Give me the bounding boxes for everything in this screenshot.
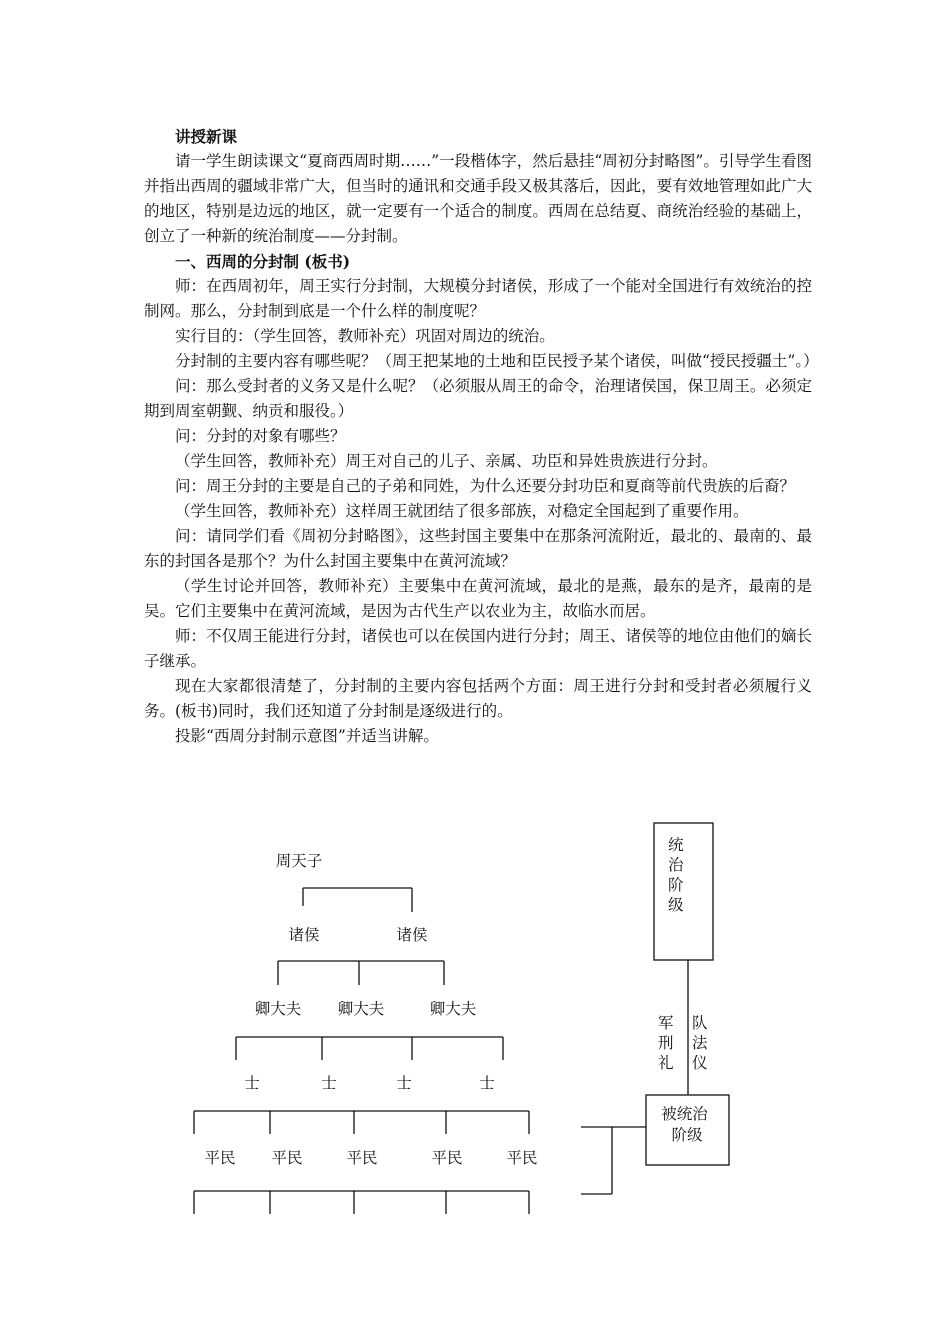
vertical-char: 军 [658,1014,674,1032]
commoner-label: 平民 [346,1149,378,1167]
subsection-heading: 一、西周的分封制 (板书) [175,252,351,271]
commoner-label: 平民 [506,1149,538,1167]
paragraph: 师：在西周初年，周王实行分封制，大规模分封诸侯，形成了一个能对全国进行有效统治的控制网。那么，分封制到底是一个什么样的制度呢？ [144,277,812,320]
paragraph: 投影“西周分封制示意图”并适当讲解。 [175,727,439,745]
scholar-label: 士 [321,1074,337,1092]
scholar-label: 士 [479,1074,495,1092]
lord-label: 诸侯 [396,926,428,944]
minister-label: 卿大夫 [337,1000,385,1018]
paragraph: 问：分封的对象有哪些？ [175,427,346,445]
vertical-char: 仪 [692,1054,708,1072]
vertical-char: 刑 [658,1034,674,1052]
paragraph: （学生回答，教师补充）周王对自己的儿子、亲属、功臣和异姓贵族进行分封。 [175,452,718,470]
tree-connectors [194,888,529,1214]
commoner-label: 平民 [204,1149,236,1167]
scholar-label: 士 [244,1074,260,1092]
ruled-class-line-2: 阶级 [671,1126,703,1144]
paragraph: 问：请同学们看《周初分封略图》，这些封国主要集中在那条河流附近，最北的、最南的、最东的封国各是那个？为什么封国主要集中在黄河流域？ [144,527,812,570]
means-right-label [692,1014,708,1072]
vertical-char: 法 [692,1034,708,1052]
ruled-class-label [661,1105,712,1144]
king-label: 周天子 [275,852,323,870]
paragraph: 师：不仅周王能进行分封，诸侯也可以在侯国内进行分封；周王、诸侯等的地位由他们的嫡长子继承。 [144,627,812,670]
lesson-text [144,124,819,749]
ruled-class-line-1: 被统治 [661,1105,708,1123]
paragraph: 实行目的：（学生回答，教师补充）巩固对周边的统治。 [175,327,555,345]
paragraph: 请一学生朗读课文“夏商西周时期……”一段楷体字，然后悬挂“周初分封略图”。引导学生看图并指出西周的疆域非常广大，但当时的通讯和交通手段又极其落后，因此，要有效地管理如此广大的地区，特别是边远的地区，就一定要有一个适合的制度。西周在总结夏、商统治经验的基础上，创立了一种新的统治制度——分封制。 [144,152,812,245]
paragraph: 问：那么受封者的义务又是什么呢？（必须服从周王的命令，治理诸侯国，保卫周王。必须定期到周室朝觐、纳贡和服役。） [144,377,812,420]
paragraph: （学生讨论并回答，教师补充）主要集中在黄河流域，最北的是燕，最东的是齐，最南的是吴。它们主要集中在黄河流域，是因为古代生产以农业为主，故临水而居。 [144,577,812,620]
vertical-char: 级 [668,896,684,914]
vertical-char: 队 [692,1014,708,1032]
ruling-class-box [654,823,713,960]
section-title: 讲授新课 [175,127,238,146]
vertical-char: 礼 [658,1054,674,1072]
commoner-label: 平民 [271,1149,303,1167]
vertical-char: 治 [668,856,684,874]
means-left-label [658,1014,674,1072]
ruling-class-label [668,836,684,914]
ruled-class-box [646,1095,729,1165]
paragraph: 问：周王分封的主要是自己的子弟和同姓，为什么还要分封功臣和夏商等前代贵族的后裔？ [175,477,796,495]
paragraph: 现在大家都很清楚了，分封制的主要内容包括两个方面：周王进行分封和受封者必须履行义务。(板书)同时，我们还知道了分封制是逐级进行的。 [144,677,812,720]
minister-label: 卿大夫 [429,1000,477,1018]
vertical-char: 阶 [668,876,684,894]
ruled-class-bracket [581,1127,646,1194]
paragraph: （学生回答，教师补充）这样周王就团结了很多部族，对稳定全国起到了重要作用。 [175,502,749,520]
minister-label: 卿大夫 [254,1000,302,1018]
paragraph: 分封制的主要内容有哪些呢？（周王把某地的土地和臣民授予某个诸侯，叫做“授民授疆土”。） [175,352,819,370]
scholar-label: 士 [396,1074,412,1092]
commoner-label: 平民 [431,1149,463,1167]
lord-label: 诸侯 [288,926,320,944]
vertical-char: 统 [668,836,684,854]
